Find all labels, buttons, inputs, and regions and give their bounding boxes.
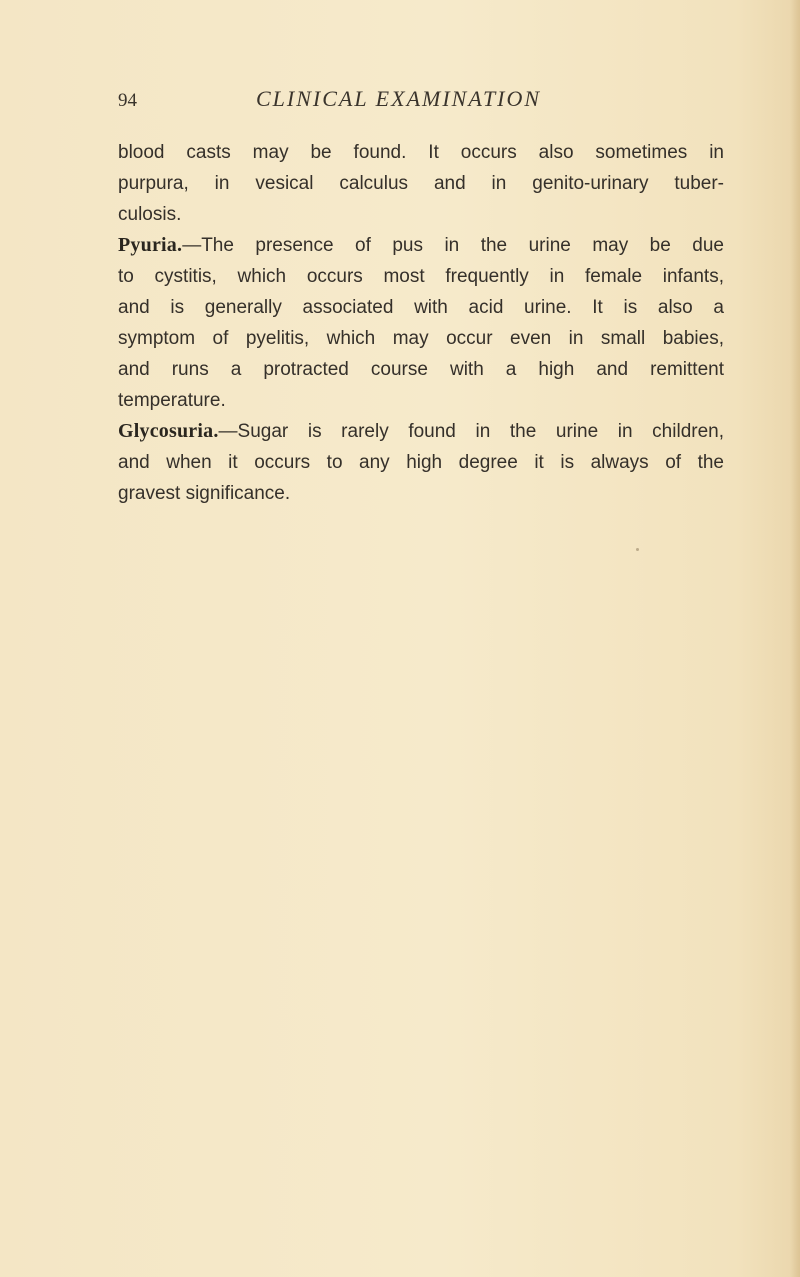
page-edge-shadow	[790, 0, 800, 1277]
pyuria-term: Pyuria.	[118, 234, 183, 256]
text-line: and when it occurs to any high degree it is always of the	[118, 452, 724, 473]
text-line: temperature.	[118, 390, 226, 411]
glycosuria-term: Glycosuria.	[118, 420, 219, 442]
page-header	[0, 86, 800, 120]
text-line: gravest significance.	[118, 483, 291, 504]
text-line: blood casts may be found. It occurs also sometimes in	[118, 142, 724, 163]
text-line	[118, 416, 724, 447]
text-line: symptom of pyelitis, which may occur even in small babies,	[118, 328, 724, 349]
text-line	[118, 230, 724, 261]
body-text	[118, 137, 724, 509]
glycosuria-first-line: —Sugar is rarely found in the urine in children,	[218, 421, 724, 442]
text-line: purpura, in vesical calculus and in genito-urinary tuber-	[118, 173, 724, 194]
paper-speck	[636, 548, 639, 551]
pyuria-first-line: —The presence of pus in the urine may be due	[182, 235, 724, 256]
page-number: 94	[118, 90, 137, 111]
running-head: CLINICAL EXAMINATION	[256, 86, 542, 111]
paragraph-pyuria	[118, 230, 724, 416]
text-line: to cystitis, which occurs most frequently in female infants,	[118, 266, 724, 287]
text-line: culosis.	[118, 204, 182, 225]
text-line: and is generally associated with acid urine. It is also a	[118, 297, 724, 318]
text-line: and runs a protracted course with a high and remittent	[118, 359, 724, 380]
paragraph-glycosuria	[118, 416, 724, 509]
paragraph-continuation	[118, 137, 724, 230]
